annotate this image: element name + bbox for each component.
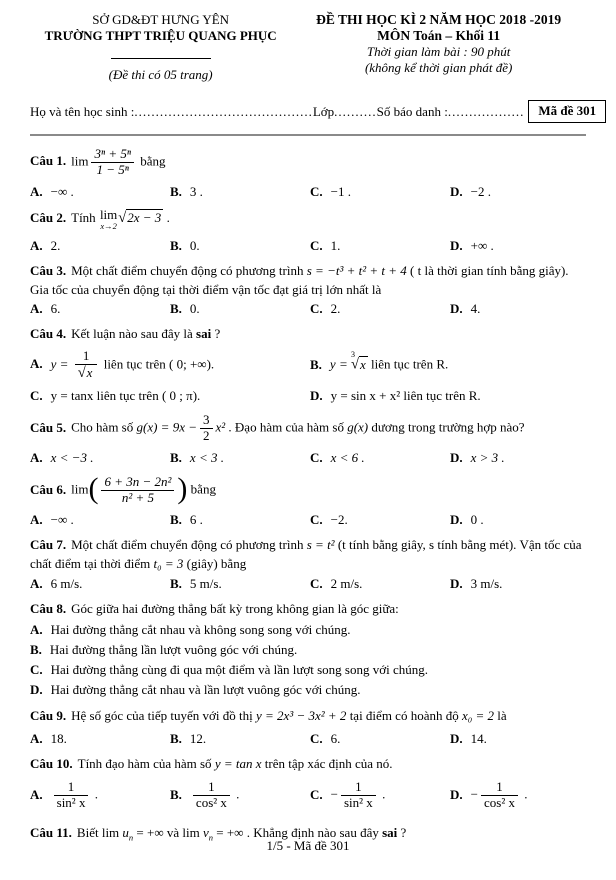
function-formula: g(x) = 9x − <box>136 419 197 435</box>
question-2-options <box>30 238 586 254</box>
question-3-statement: Câu 3. Một chất điểm chuyển động có phương trình s = −t³ + t² + t + 4 ( t là thời gian tính bằng giây). Gia tốc của chuyển động tại thời điểm vận tốc đạt giá trị lớn nhất là <box>30 263 569 297</box>
question-5-option-d: D. x > 3 . <box>450 450 505 466</box>
fraction: $\frac{1}{\text{cos² x}}$ <box>481 780 518 811</box>
question-5-statement: Câu 5. Cho hàm số g(x) = 9x − $\frac{3}{2}$ x² . Đạo hàm của hàm số g(x) dương trong trường hợp nào? <box>30 412 525 444</box>
question-7-option-d: D. 3 m/s. <box>450 576 503 592</box>
emphasis-sai: sai <box>382 825 398 841</box>
question-7-label: Câu 7. <box>30 537 67 553</box>
question-6-option-a: A. −∞ . <box>30 512 74 528</box>
question-2 <box>30 208 586 255</box>
question-8-option-d: D. Hai đường thẳng cắt nhau và lần lượt vuông góc với chúng. <box>30 682 361 698</box>
question-4-option-a: A. y = $\frac{1}{√x}$ liên tục trên ( 0; +∞). <box>30 347 215 381</box>
curve-equation: y = 2x³ − 3x² + 2 <box>256 708 347 724</box>
exam-code-box: Mã đề 301 <box>528 100 606 123</box>
question-5-options <box>30 450 586 466</box>
question-4-label: Câu 4. <box>30 326 67 342</box>
question-1-option-c: C. −1 . <box>310 183 351 199</box>
question-9-statement: Câu 9. Hệ số góc của tiếp tuyến với đồ thị y = 2x³ − 3x² + 2 tại điểm có hoành độ x₀ = 2 là <box>30 708 507 724</box>
student-name-label: Họ và tên học sinh : <box>30 103 135 119</box>
motion-equation: s = t² <box>306 537 335 553</box>
question-4-options-row1 <box>30 348 586 383</box>
department-name: SỞ GD&ĐT HƯNG YÊN <box>92 12 230 27</box>
question-6-statement: Câu 6. lim( $\frac{\text{6 + 3n − 2n²}}{\text{n² + 5}}$ ) bằng <box>30 472 216 506</box>
fraction: $\frac{1}{\text{sin² x}}$ <box>341 780 376 811</box>
question-3-options <box>30 301 586 317</box>
question-9-option-a: A. 18. <box>30 730 67 746</box>
sequence-subscript: n <box>128 832 134 843</box>
question-2-option-b: B. 0. <box>170 238 200 254</box>
question-9 <box>30 707 586 746</box>
question-5-option-a: A. x < −3 . <box>30 450 94 466</box>
question-3-option-d: D. 4. <box>450 301 481 317</box>
fraction: $\frac{3}{2}$ <box>200 413 213 444</box>
question-1-statement: Câu 1. lim $\frac{\text{3ⁿ + 5ⁿ}}{\text{1 − 5ⁿ}}$ bằng <box>30 146 166 177</box>
question-2-option-a: A. 2. <box>30 238 61 254</box>
lim-operator: lim <box>101 825 123 841</box>
question-8-option-c: C. Hai đường thẳng cùng đi qua một điểm và lần lượt song song với chúng. <box>30 661 429 677</box>
question-7-option-a: A. 6 m/s. <box>30 576 83 592</box>
left-paren: ( <box>88 472 99 506</box>
question-9-option-c: C. 6. <box>310 730 341 746</box>
question-8-statement: Câu 8. Góc giữa hai đường thẳng bất kỳ trong không gian là góc giữa: <box>30 601 399 617</box>
lim-operator: lim <box>182 825 203 841</box>
header-left <box>30 12 291 83</box>
question-10-options <box>30 779 586 812</box>
question-10-option-b: B. $\frac{1}{\text{cos² x}}$ . <box>170 779 240 811</box>
sequence-subscript: n <box>208 832 214 843</box>
question-9-options <box>30 731 586 747</box>
question-8 <box>30 600 586 699</box>
question-11-statement: Câu 11. Biết $\lim u_n$ = +∞ và $\lim v_n$ = +∞ . Khẳng định nào sau đây sai ? <box>30 825 407 843</box>
question-1-option-b: B. 3 . <box>170 183 203 199</box>
root-index: 3 <box>350 350 355 360</box>
question-11-label: Câu 11. <box>30 825 72 841</box>
right-paren: ) <box>177 472 188 506</box>
radicand: 2x − 3 <box>127 210 162 226</box>
question-10-option-a: A. $\frac{1}{\text{sin² x}}$ . <box>30 779 98 811</box>
student-id-label: Số báo danh : <box>376 103 448 119</box>
exam-title: ĐỀ THI HỌC KÌ 2 NĂM HỌC 2018 -2019 <box>316 12 562 27</box>
header-divider <box>30 134 586 136</box>
question-2-label: Câu 2. <box>30 210 67 226</box>
header-underline <box>111 58 211 59</box>
question-6-option-b: B. 6 . <box>170 512 203 528</box>
question-8-option-b: B. Hai đường thẳng lần lượt vuông góc với chúng. <box>30 641 298 657</box>
header-right <box>291 12 586 83</box>
class-label: Lớp <box>312 103 335 119</box>
question-5-option-c: C. x < 6 . <box>310 450 365 466</box>
question-9-option-d: D. 14. <box>450 730 487 746</box>
question-7 <box>30 536 586 592</box>
fraction: $\frac{1}{\text{sin² x}}$ <box>54 780 89 811</box>
motion-equation: s = −t³ + t² + t + 4 <box>306 263 407 279</box>
question-4-options-row2 <box>30 388 586 404</box>
question-10-label: Câu 10. <box>30 755 73 771</box>
radical-icon: √ <box>118 210 127 227</box>
student-name-blank: .......................................... <box>134 103 313 119</box>
exam-duration-note: (không kể thời gian phát đề) <box>364 60 513 75</box>
student-id-blank: .................. <box>447 103 525 119</box>
question-5-label: Câu 5. <box>30 419 67 435</box>
fraction: $\frac{1}{√x}$ <box>75 349 98 382</box>
questions-area <box>30 146 586 844</box>
question-10 <box>30 755 586 812</box>
question-8-label: Câu 8. <box>30 601 67 617</box>
question-6-option-c: C. −2. <box>310 512 348 528</box>
student-info-row <box>30 100 597 123</box>
function-formula: y = tan x <box>214 755 262 771</box>
lim-operator: lim <box>71 153 89 169</box>
radical-icon: √ <box>77 364 86 381</box>
question-2-option-d: D. +∞ . <box>450 238 494 254</box>
fraction: $\frac{\text{6 + 3n − 2n²}}{\text{n² + 5}}$ <box>101 475 174 506</box>
question-8-option-a: A. Hai đường thẳng cắt nhau và không song song với chúng. <box>30 621 351 637</box>
question-5 <box>30 412 586 466</box>
emphasis-sai: sai <box>196 326 212 342</box>
question-1-label: Câu 1. <box>30 153 67 169</box>
page-footer: 1/5 - Mã đề 301 <box>266 838 350 853</box>
question-9-option-b: B. 12. <box>170 730 207 746</box>
question-5-option-b: B. x < 3 . <box>170 450 224 466</box>
question-4-option-c: C. y = tanx liên tục trên ( 0 ; π). <box>30 388 201 404</box>
lim-operator: lim <box>71 481 89 497</box>
question-6-options <box>30 512 586 528</box>
radical-icon: √ <box>350 356 359 373</box>
question-10-statement: Câu 10. Tính đạo hàm của hàm số y = tan x trên tập xác định của nó. <box>30 755 393 771</box>
lim-with-subscript: lim x→2 <box>99 206 118 231</box>
question-4-option-b: B. y = $^3$√x liên tục trên R. <box>310 350 449 373</box>
pages-note: (Đề thi có 05 trang) <box>108 67 213 82</box>
question-4 <box>30 325 586 404</box>
question-7-option-b: B. 5 m/s. <box>170 576 222 592</box>
question-2-statement: Câu 2. Tính lim x→2 √2x − 3 . <box>30 206 170 231</box>
fraction: $\frac{1}{\text{cos² x}}$ <box>193 780 230 811</box>
question-7-options <box>30 576 586 592</box>
class-blank: .......... <box>334 103 377 119</box>
question-3-option-c: C. 2. <box>310 301 341 317</box>
fraction: $\frac{\text{3ⁿ + 5ⁿ}}{\text{1 − 5ⁿ}}$ <box>91 147 133 178</box>
question-3-option-a: A. 6. <box>30 301 61 317</box>
question-7-option-c: C. 2 m/s. <box>310 576 363 592</box>
question-3 <box>30 262 586 317</box>
question-10-option-d: D. − $\frac{1}{\text{cos² x}}$ . <box>450 779 528 811</box>
question-1 <box>30 146 586 200</box>
question-3-option-b: B. 0. <box>170 301 200 317</box>
header <box>30 12 586 83</box>
question-6 <box>30 474 586 528</box>
question-1-option-d: D. −2 . <box>450 183 491 199</box>
question-9-label: Câu 9. <box>30 708 67 724</box>
question-7-statement: Câu 7. Một chất điểm chuyển động có phương trình s = t² (t tính bằng giây, s tính bằng mét). Vận tốc của chất điểm tại thời điểm t₀ = 3 (giây) bằng <box>30 537 582 571</box>
exam-duration: Thời gian làm bài : 90 phút <box>366 44 511 59</box>
exam-subject: MÔN Toán – Khối 11 <box>377 28 501 43</box>
question-2-option-c: C. 1. <box>310 238 341 254</box>
question-10-option-c: C. − $\frac{1}{\text{sin² x}}$ . <box>310 779 386 811</box>
question-4-statement: Câu 4. Kết luận nào sau đây là sai ? <box>30 326 221 342</box>
question-6-label: Câu 6. <box>30 481 67 497</box>
question-1-options <box>30 184 586 200</box>
question-6-option-d: D. 0 . <box>450 512 484 528</box>
question-1-option-a: A. −∞ . <box>30 183 74 199</box>
question-4-option-d: D. y = sin x + x² liên tục trên R. <box>310 388 481 404</box>
school-name: TRƯỜNG THPT TRIỆU QUANG PHỤC <box>44 28 277 43</box>
question-3-label: Câu 3. <box>30 263 67 279</box>
